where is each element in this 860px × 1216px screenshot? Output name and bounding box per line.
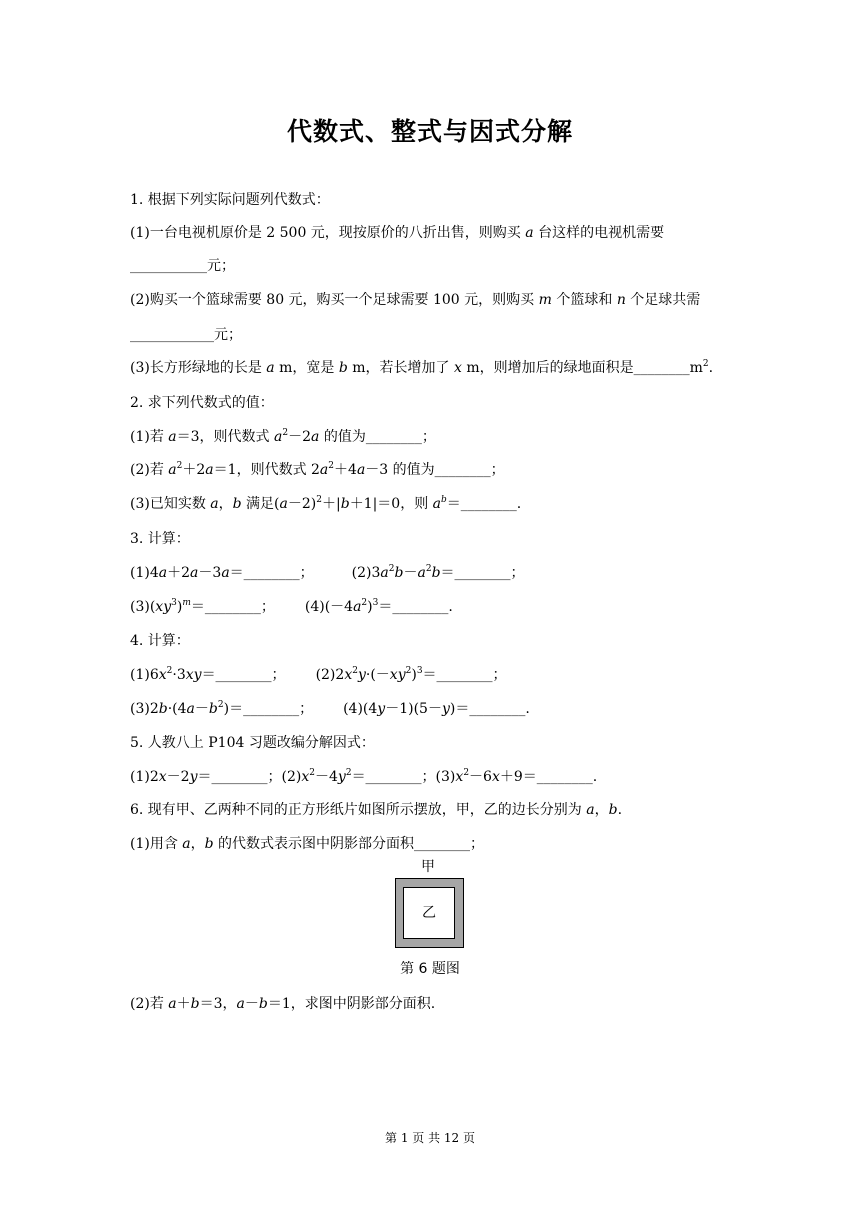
q1-header: 1. 根据下列实际问题列代数式： [130, 192, 330, 208]
q1-part3: (3)长方形绿地的长是 a m，宽是 b m，若长增加了 x m，则增加后的绿地面积是$\_\_\_\_\_\_\_\_m^2$. [130, 359, 714, 376]
q2-part3: (3)已知实数 a，b 满足$(a-2)^2+|b+1|=0$，则 $a^b=\_\_\_\_\_\_\_\_$. [130, 495, 522, 512]
q1-part2-answer: ____________元； [130, 327, 242, 343]
q4-line2: $(3)2b\cdot(4a-b^2)=\_\_\_\_\_\_\_\_$； (4)(4y－1)(5－y)＝________. [130, 700, 530, 717]
q1-part1: (1)一台电视机原价是 2 500 元，现按原价的八折出售，则购买 a 台这样的电视机需要 [130, 225, 665, 241]
q2-part1: (1)若 a＝3，则代数式 $a^2-2a$ 的值为________； [130, 428, 436, 445]
q4-line1: $(1)6x^2\cdot 3xy=\_\_\_\_\_\_\_\_$； $(2)2x^2y\cdot(-xy^2)^3=\_\_\_\_\_\_\_\_$； [130, 666, 507, 683]
q3-line1: (1)4a＋2a－3a＝________； $(2)3a^2b-a^2b=\_\_\_\_\_\_\_\_$； [130, 564, 525, 581]
page-footer: 第 1 页 共 12 页 [385, 1131, 475, 1145]
q6-header: 6. 现有甲、乙两种不同的正方形纸片如图所示摆放，甲，乙的边长分别为 a，b. [130, 802, 623, 818]
q3-header: 3. 计算： [130, 531, 190, 547]
q1-part1-answer: ___________元； [130, 258, 235, 274]
q2-header: 2. 求下列代数式的值： [130, 395, 274, 411]
q2-part2: (2)若 $a^2+2a=1$，则代数式 $2a^2+4a-3$ 的值为________； [130, 461, 505, 478]
figure-caption: 第 6 题图 [400, 961, 460, 977]
figure-label-yi: 乙 [422, 905, 436, 921]
q6-part1: (1)用含 a，b 的代数式表示图中阴影部分面积________； [130, 836, 485, 852]
figure-label-jia: 甲 [421, 859, 435, 875]
q5-line1: (1)2x－2y＝________；$(2)x^2-4y^2=\_\_\_\_\_\_\_\_$；$(3)x^2-6x+9=\_\_\_\_\_\_\_\_$. [130, 768, 598, 785]
q4-header: 4. 计算： [130, 633, 190, 649]
q5-header: 5. 人教八上 P104 习题改编分解因式： [130, 735, 375, 751]
q6-part2: (2)若 a＋b＝3，a－b＝1，求图中阴影部分面积. [130, 996, 436, 1012]
q1-part2: (2)购买一个篮球需要 80 元，购买一个足球需要 100 元，则购买 m 个篮球和 n 个足球共需 [130, 292, 701, 308]
q3-line2: $(3)(xy^3)^m=\_\_\_\_\_\_\_\_$； $(4)(-4a^2)^3=\_\_\_\_\_\_\_\_$. [130, 598, 453, 615]
page-title: 代数式、整式与因式分解 [286, 117, 573, 146]
